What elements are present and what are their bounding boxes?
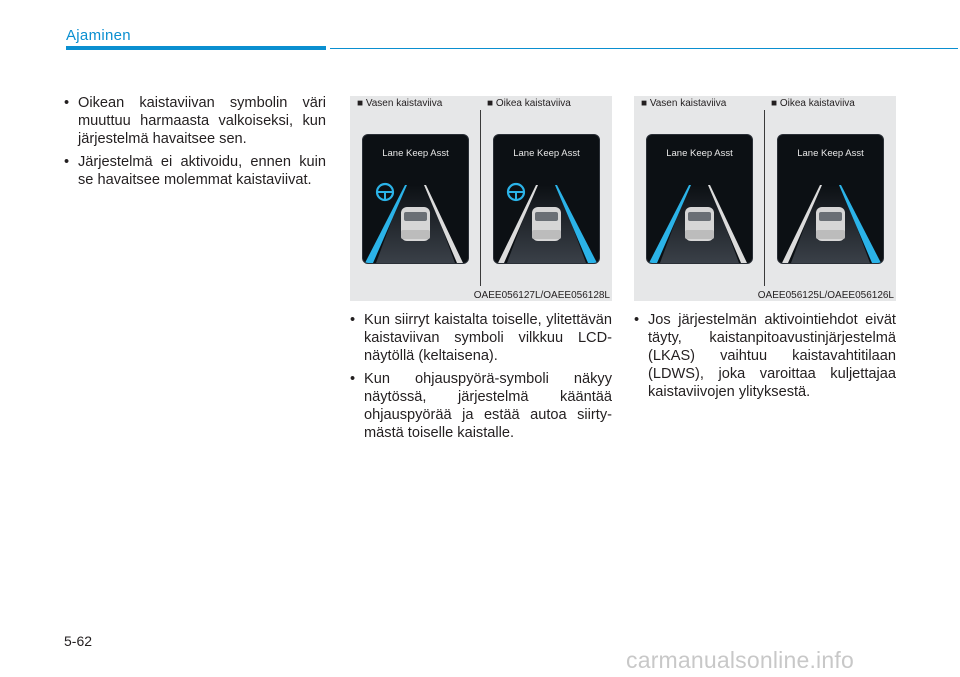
bullet-item: • Järjestelmä ei aktivoidu, ennen kuin se havaitsee molemmat kaistaviivat.	[64, 154, 326, 188]
header-rule-thin	[330, 48, 958, 49]
column-1-text	[64, 94, 326, 194]
cluster-screen-left	[362, 134, 469, 264]
car-icon	[401, 207, 430, 241]
column-2-text	[350, 311, 612, 447]
figure-lane-keep-steering	[350, 96, 612, 301]
figure-lane-departure	[634, 96, 896, 301]
cluster-screen-right	[777, 134, 884, 264]
figure-divider	[764, 110, 765, 286]
figure-code: OAEE056125L/OAEE056126L	[757, 290, 894, 301]
section-title: Ajaminen	[66, 27, 131, 44]
cluster-screen-right	[493, 134, 600, 264]
header-rule-thick	[66, 46, 326, 50]
watermark: carmanualsonline.info	[626, 647, 854, 673]
column-3-text	[634, 311, 896, 406]
steering-wheel-icon	[508, 184, 524, 200]
bullet-item: • Kun ohjauspyörä-symboli näkyy näytössä, järjestelmä kääntää ohjauspyörää ja estää autoa siirtymästä toiselle kaistalle.	[350, 371, 612, 441]
figure-label-right-lane: ■ Oikea kaistaviiva	[487, 98, 571, 109]
figure-code: OAEE056127L/OAEE056128L	[473, 290, 610, 301]
screen-title: Lane Keep Asst	[666, 148, 733, 159]
car-icon	[532, 207, 561, 241]
steering-wheel-icon	[377, 184, 393, 200]
car-icon	[685, 207, 714, 241]
screen-title: Lane Keep Asst	[797, 148, 864, 159]
bullet-item: • Jos järjestelmän aktivointiehdot eivät täyty, kaistanpitoavustinjärjestelmä (LKAS) vaihtuu kaistavahtitilaan (LDWS), joka varoittaa kuljettajaa kaistaviivojen ylityksestä.	[634, 312, 896, 400]
figure-label-left-lane: ■ Vasen kaistaviiva	[357, 98, 443, 109]
screen-title: Lane Keep Asst	[382, 148, 449, 159]
bullet-item: • Kun siirryt kaistalta toiselle, ylitettävän kaistaviivan symboli vilkkuu LCD-näytöllä (keltaisena).	[350, 312, 612, 364]
figure-divider	[480, 110, 481, 286]
cluster-screen-left	[646, 134, 753, 264]
page-number: 5-62	[64, 633, 93, 649]
figure-label-left-lane: ■ Vasen kaistaviiva	[641, 98, 727, 109]
car-icon	[816, 207, 845, 241]
figure-label-right-lane: ■ Oikea kaistaviiva	[771, 98, 855, 109]
screen-title: Lane Keep Asst	[513, 148, 580, 159]
bullet-item: • Oikean kaistaviivan symbolin väri muuttuu harmaasta valkoiseksi, kun järjestelmä havaitsee sen.	[64, 95, 326, 147]
